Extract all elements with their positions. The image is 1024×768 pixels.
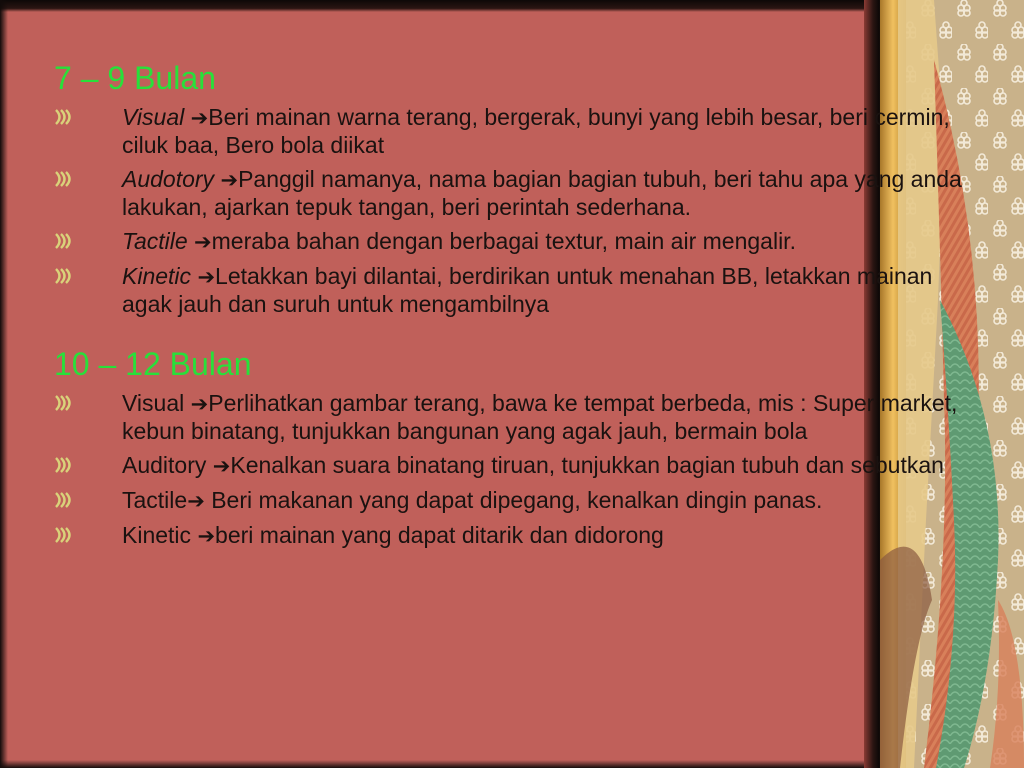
arrow-icon: ➔ (194, 231, 212, 254)
bullet-icon (54, 456, 72, 474)
list-item (52, 522, 962, 550)
bullet-icon (54, 526, 72, 544)
item-term: Auditory (122, 452, 207, 478)
item-term: Tactile (122, 487, 188, 513)
slide-content (52, 58, 962, 557)
frame-bottom-edge (0, 760, 890, 768)
arrow-icon: ➔ (187, 490, 205, 513)
list-item (52, 487, 962, 515)
item-term: Audotory (122, 166, 215, 192)
item-text: Kenalkan suara binatang tiruan, tunjukkan bagian tubuh dan sebutkan (230, 452, 944, 478)
item-text: beri mainan yang dapat ditarik dan didorong (215, 522, 664, 548)
list-item (52, 166, 962, 221)
list-item (52, 104, 962, 159)
bullet-icon (54, 491, 72, 509)
section-heading-10-12-bulan: 10 – 12 Bulan (54, 346, 252, 382)
section-list-10-12-bulan (52, 390, 962, 550)
item-term: Visual (122, 390, 185, 416)
item-term: Kinetic (122, 263, 192, 289)
item-text: Beri mainan warna terang, bergerak, bunyi yang lebih besar, beri cermin, ciluk baa, Bero bola diikat (122, 104, 950, 158)
item-text: Beri makanan yang dapat dipegang, kenalkan dingin panas. (204, 487, 823, 513)
bullet-icon (54, 232, 72, 250)
item-term: Kinetic (122, 522, 192, 548)
section-list-7-9-bulan (52, 104, 962, 318)
arrow-icon: ➔ (197, 525, 216, 548)
list-item (52, 263, 962, 318)
list-item (52, 452, 962, 480)
item-term: Visual (122, 104, 185, 130)
bullet-icon (54, 108, 72, 126)
arrow-icon: ➔ (212, 455, 231, 478)
section-heading-7-9-bulan: 7 – 9 Bulan (54, 60, 216, 96)
frame-left-edge (0, 0, 8, 768)
bullet-icon (54, 394, 72, 412)
list-item (52, 228, 962, 256)
arrow-icon: ➔ (197, 266, 216, 289)
bullet-icon (54, 267, 72, 285)
arrow-icon: ➔ (190, 393, 209, 416)
item-text: Panggil namanya, nama bagian bagian tubuh, beri tahu apa yang anda lakukan, ajarkan tepuk tangan, beri perintah sederhana. (122, 166, 962, 220)
list-item (52, 390, 962, 445)
item-text: Perlihatkan gambar terang, bawa ke tempat berbeda, mis : Super market, kebun binatang, tunjukkan bangunan yang agak jauh, bermain bola (122, 390, 958, 444)
arrow-icon: ➔ (220, 169, 239, 192)
item-term: Tactile (122, 228, 188, 254)
arrow-icon: ➔ (190, 107, 209, 130)
bullet-icon (54, 170, 72, 188)
item-text: meraba bahan dengan berbagai textur, main air mengalir. (211, 228, 796, 254)
item-text: Letakkan bayi dilantai, berdirikan untuk menahan BB, letakkan mainan agak jauh dan suruh untuk mengambilnya (122, 263, 933, 317)
frame-top-edge (0, 0, 890, 12)
